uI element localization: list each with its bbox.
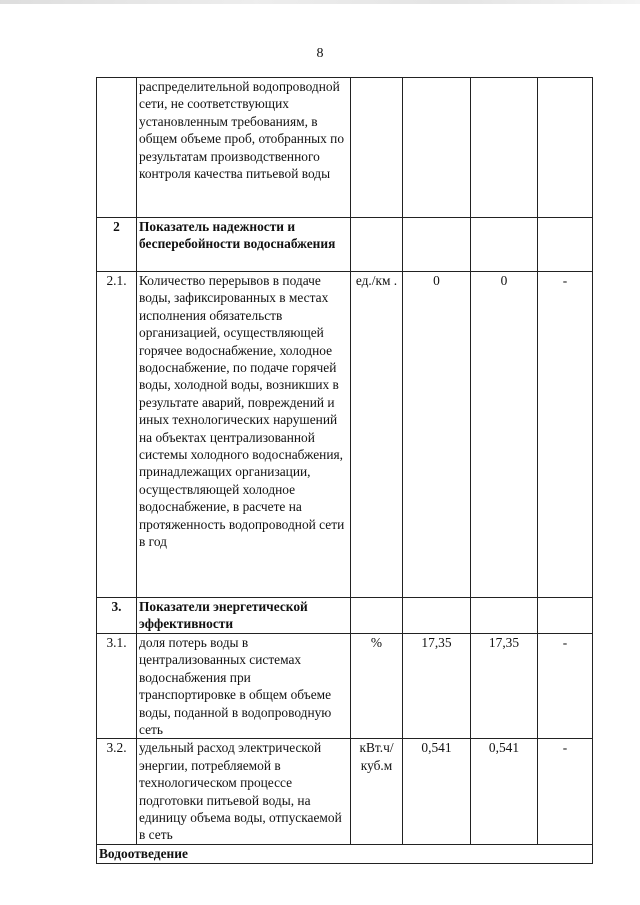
value-cell — [538, 598, 593, 634]
row-number: 3.1. — [97, 634, 137, 739]
value-cell — [471, 78, 538, 218]
section-row — [97, 844, 593, 863]
section-title: Показатель надежности и бесперебойности водоснабжения — [137, 218, 351, 272]
value-cell: 0 — [403, 272, 471, 598]
value-cell — [471, 598, 538, 634]
row-number — [97, 78, 137, 218]
value-cell: 17,35 — [471, 634, 538, 739]
table-row — [97, 739, 593, 844]
section-title: Показатели энергетической эффективности — [137, 598, 351, 634]
value-cell: - — [538, 634, 593, 739]
value-cell: - — [538, 739, 593, 844]
row-number: 3.2. — [97, 739, 137, 844]
unit-cell: кВт.ч/ куб.м — [351, 739, 403, 844]
table-row — [97, 634, 593, 739]
indicator-name: распределительной водопроводной сети, не соответствующих установленным требованиям, в общем объеме проб, отобранных по результатам производственного контроля качества питьевой воды — [137, 78, 351, 218]
unit-cell — [351, 598, 403, 634]
unit-cell: ед./км . — [351, 272, 403, 598]
unit-cell — [351, 218, 403, 272]
row-number: 2 — [97, 218, 137, 272]
value-cell: - — [538, 272, 593, 598]
value-cell — [403, 598, 471, 634]
row-number: 3. — [97, 598, 137, 634]
section-title: Водоотведение — [97, 844, 593, 863]
value-cell — [403, 218, 471, 272]
page-number: 8 — [316, 46, 324, 61]
value-cell: 0 — [471, 272, 538, 598]
section-row — [97, 218, 593, 272]
value-cell — [538, 78, 593, 218]
unit-cell: % — [351, 634, 403, 739]
table-row — [97, 78, 593, 218]
section-row — [97, 598, 593, 634]
indicator-name: удельный расход электрической энергии, потребляемой в технологическом процессе подготовки питьевой воды, на единицу объема воды, отпускаемой в сеть — [137, 739, 351, 844]
value-cell — [403, 78, 471, 218]
value-cell — [538, 218, 593, 272]
value-cell: 0,541 — [403, 739, 471, 844]
value-cell: 17,35 — [403, 634, 471, 739]
scan-edge — [0, 0, 640, 4]
indicators-table — [96, 77, 593, 864]
row-number: 2.1. — [97, 272, 137, 598]
unit-cell — [351, 78, 403, 218]
indicator-name: Количество перерывов в подаче воды, зафиксированных в местах исполнения обязательств организацией, осуществляющей горячее водоснабжение, холодное водоснабжение, по подаче горячей воды, холодной воды, возникших в результате аварий, повреждений и иных технологических нарушений на объектах централизованной системы холодного водоснабжения, принадлежащих организации, осуществляющей холодное водоснабжение, в расчете на протяженность водопроводной сети в год — [137, 272, 351, 598]
value-cell — [471, 218, 538, 272]
value-cell: 0,541 — [471, 739, 538, 844]
indicator-name: доля потерь воды в централизованных системах водоснабжения при транспортировке в общем объеме воды, поданной в водопроводную сеть — [137, 634, 351, 739]
table-row — [97, 272, 593, 598]
